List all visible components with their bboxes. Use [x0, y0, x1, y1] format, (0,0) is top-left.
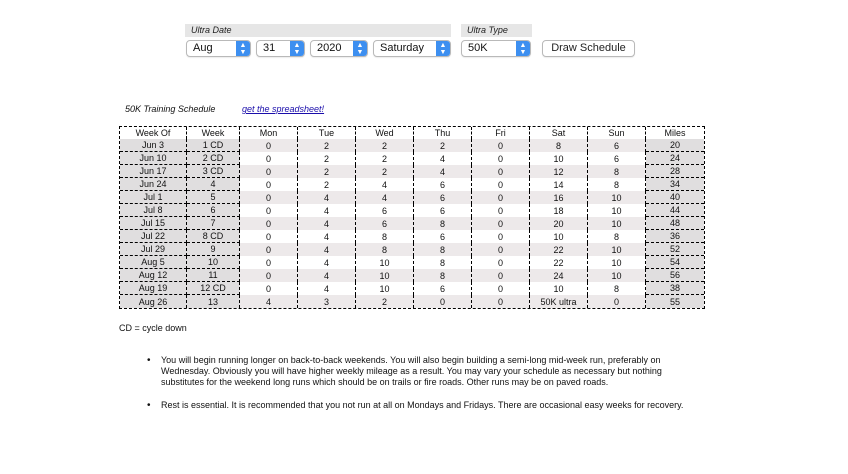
table-cell: 0: [240, 230, 298, 243]
table-cell: Jul 1: [120, 191, 187, 204]
table-cell: 0: [588, 295, 646, 308]
schedule-table-container: [119, 126, 705, 309]
table-cell: 0: [472, 269, 530, 282]
table-cell: 8: [414, 243, 472, 256]
table-row: [120, 152, 704, 165]
table-row: [120, 243, 704, 256]
table-cell: 4: [414, 165, 472, 178]
table-cell: 22: [530, 243, 588, 256]
table-cell: 6: [187, 204, 240, 217]
table-cell: 13: [187, 295, 240, 308]
table-cell: 6: [588, 139, 646, 152]
table-cell: 4: [298, 191, 356, 204]
table-cell: 10: [588, 269, 646, 282]
table-cell: 0: [240, 204, 298, 217]
table-cell: 18: [530, 204, 588, 217]
table-cell: 4: [414, 152, 472, 165]
table-cell: 2: [298, 178, 356, 191]
table-cell: 8: [414, 269, 472, 282]
table-cell: 0: [240, 152, 298, 165]
table-row: [120, 269, 704, 282]
table-cell: 2: [414, 139, 472, 152]
column-header: Mon: [240, 127, 298, 139]
table-cell: 0: [472, 243, 530, 256]
table-cell: 12 CD: [187, 282, 240, 295]
table-cell: 2: [298, 152, 356, 165]
table-cell: 4: [356, 191, 414, 204]
table-cell: 10: [530, 152, 588, 165]
table-cell: 10: [530, 230, 588, 243]
table-cell: 4: [298, 204, 356, 217]
table-cell: 4: [298, 269, 356, 282]
table-cell: 8: [414, 256, 472, 269]
table-cell: 16: [530, 191, 588, 204]
table-cell: 0: [240, 178, 298, 191]
table-cell: Jun 3: [120, 139, 187, 152]
table-cell: 28: [646, 165, 704, 178]
column-header: Fri: [472, 127, 530, 139]
chevron-updown-icon: ▲ ▼: [290, 41, 304, 56]
table-cell: Jul 15: [120, 217, 187, 230]
table-cell: 24: [646, 152, 704, 165]
table-cell: 8: [530, 139, 588, 152]
table-row: [120, 217, 704, 230]
table-cell: 10: [588, 191, 646, 204]
table-cell: 2 CD: [187, 152, 240, 165]
month-value: Aug: [193, 42, 213, 54]
table-cell: 6: [356, 217, 414, 230]
table-cell: 0: [472, 256, 530, 269]
table-row: [120, 178, 704, 191]
table-cell: 52: [646, 243, 704, 256]
day-value: 31: [263, 42, 276, 54]
table-cell: 6: [414, 204, 472, 217]
table-cell: 50K ultra: [530, 295, 588, 308]
column-header: Week: [187, 127, 240, 139]
table-cell: 48: [646, 217, 704, 230]
table-cell: 0: [472, 165, 530, 178]
table-cell: 0: [472, 191, 530, 204]
table-cell: 10: [356, 256, 414, 269]
table-cell: Aug 26: [120, 295, 187, 308]
table-cell: 10: [356, 269, 414, 282]
note-item: • You will begin running longer on back-to-back weekends. You will also begin building a semi-long mid-week run, preferably on Wednesday. Obviously you will have higher weekly mileage as a result. You may vary your schedule as necessary but nothing substitutes for the weekend long runs which should be on trails or fire roads. Other runs may be on paved roads.: [147, 355, 707, 388]
table-cell: 0: [240, 269, 298, 282]
note-item: • Rest is essential. It is recommended that you not run at all on Mondays and Fridays. There are occasional easy weeks for recovery.: [147, 400, 707, 411]
ultra-type-value: 50K: [468, 42, 488, 54]
chevron-updown-icon: ▲ ▼: [353, 41, 367, 56]
year-select[interactable]: [310, 40, 368, 57]
weekday-value: Saturday: [380, 42, 425, 54]
table-cell: 10: [356, 282, 414, 295]
table-cell: 0: [414, 295, 472, 308]
schedule-title: 50K Training Schedule: [125, 104, 216, 114]
column-header: Week Of: [120, 127, 187, 139]
table-cell: 2: [356, 139, 414, 152]
table-cell: Jun 24: [120, 178, 187, 191]
day-select[interactable]: [256, 40, 305, 57]
column-header: Sat: [530, 127, 588, 139]
table-cell: 3: [298, 295, 356, 308]
table-cell: 0: [240, 217, 298, 230]
table-cell: 8: [356, 230, 414, 243]
table-cell: 55: [646, 295, 704, 308]
table-cell: Jul 29: [120, 243, 187, 256]
table-cell: Jul 8: [120, 204, 187, 217]
table-cell: 38: [646, 282, 704, 295]
column-header: Wed: [356, 127, 414, 139]
table-cell: 11: [187, 269, 240, 282]
table-cell: 0: [472, 230, 530, 243]
table-cell: 5: [187, 191, 240, 204]
table-cell: 3 CD: [187, 165, 240, 178]
column-header: Miles: [664, 128, 686, 138]
column-header: Tue: [298, 127, 356, 139]
draw-schedule-button[interactable]: Draw Schedule: [542, 40, 635, 57]
table-cell: 0: [240, 139, 298, 152]
table-cell: 4: [298, 230, 356, 243]
table-cell: 10: [187, 256, 240, 269]
table-cell: 10: [588, 217, 646, 230]
table-cell: 2: [356, 295, 414, 308]
table-cell: 8 CD: [187, 230, 240, 243]
table-cell: 6: [414, 282, 472, 295]
table-row: [120, 230, 704, 243]
table-cell: 4: [187, 178, 240, 191]
ultra-type-label: Ultra Type: [461, 24, 532, 37]
table-cell: 54: [646, 256, 704, 269]
ultra-date-label: Ultra Date: [185, 24, 451, 37]
ultra-type-select[interactable]: [461, 40, 531, 57]
table-cell: 0: [472, 139, 530, 152]
table-cell: 6: [588, 152, 646, 165]
chevron-updown-icon: ▲ ▼: [236, 41, 250, 56]
table-cell: 10: [588, 243, 646, 256]
table-cell: 0: [472, 152, 530, 165]
table-cell: Aug 19: [120, 282, 187, 295]
chevron-updown-icon: ▲ ▼: [516, 41, 530, 56]
table-cell: 10: [588, 204, 646, 217]
table-cell: 7: [187, 217, 240, 230]
table-row: [120, 191, 704, 204]
table-cell: 4: [298, 217, 356, 230]
table-cell: 9: [187, 243, 240, 256]
table-cell: 0: [472, 204, 530, 217]
table-cell: 0: [240, 256, 298, 269]
table-cell: 20: [530, 217, 588, 230]
schedule-table: [119, 126, 705, 309]
table-cell: 6: [414, 230, 472, 243]
table-cell: 22: [530, 256, 588, 269]
table-cell: 0: [472, 178, 530, 191]
table-cell: 0: [472, 217, 530, 230]
table-cell: Jul 22: [120, 230, 187, 243]
footnote: CD = cycle down: [119, 323, 187, 333]
table-cell: 36: [646, 230, 704, 243]
table-cell: 4: [298, 282, 356, 295]
table-cell: 20: [646, 139, 704, 152]
table-cell: 40: [646, 191, 704, 204]
table-cell: 6: [414, 178, 472, 191]
table-row: [120, 295, 704, 308]
table-header-row: [120, 127, 704, 139]
table-cell: Aug 5: [120, 256, 187, 269]
table-cell: 8: [414, 217, 472, 230]
table-cell: 0: [472, 282, 530, 295]
table-cell: 0: [240, 165, 298, 178]
table-cell: 2: [356, 165, 414, 178]
table-cell: 0: [240, 191, 298, 204]
table-row: [120, 204, 704, 217]
table-cell: 0: [240, 282, 298, 295]
table-cell: 8: [588, 165, 646, 178]
table-cell: 2: [298, 165, 356, 178]
notes-list: [147, 355, 707, 411]
table-cell: Aug 12: [120, 269, 187, 282]
table-cell: 24: [530, 269, 588, 282]
table-cell: 0: [240, 243, 298, 256]
table-cell: 4: [356, 178, 414, 191]
table-cell: 8: [588, 230, 646, 243]
table-cell: 2: [356, 152, 414, 165]
table-cell: 8: [588, 282, 646, 295]
table-cell: 56: [646, 269, 704, 282]
table-cell: 14: [530, 178, 588, 191]
table-cell: 8: [356, 243, 414, 256]
chevron-updown-icon: ▲ ▼: [436, 41, 450, 56]
month-select[interactable]: [186, 40, 251, 57]
table-cell: 2: [298, 139, 356, 152]
table-row: [120, 139, 704, 152]
table-cell: 6: [414, 191, 472, 204]
column-header: Thu: [414, 127, 472, 139]
weekday-select[interactable]: [373, 40, 451, 57]
table-cell: 12: [530, 165, 588, 178]
table-body: [120, 139, 704, 308]
table-cell: 4: [298, 243, 356, 256]
table-cell: 34: [646, 178, 704, 191]
table-cell: 10: [588, 256, 646, 269]
table-cell: 4: [298, 256, 356, 269]
table-cell: 4: [240, 295, 298, 308]
spreadsheet-link[interactable]: get the spreadsheet!: [242, 104, 325, 114]
table-cell: 8: [588, 178, 646, 191]
table-row: [120, 282, 704, 295]
table-cell: 6: [356, 204, 414, 217]
table-row: [120, 165, 704, 178]
table-cell: 1 CD: [187, 139, 240, 152]
table-cell: Jun 17: [120, 165, 187, 178]
table-cell: Jun 10: [120, 152, 187, 165]
table-cell: 0: [472, 295, 530, 308]
table-cell: 44: [646, 204, 704, 217]
column-header: Sun: [588, 127, 646, 139]
table-cell: 10: [530, 282, 588, 295]
year-value: 2020: [317, 42, 342, 54]
table-row: [120, 256, 704, 269]
notes-section: [147, 355, 707, 423]
